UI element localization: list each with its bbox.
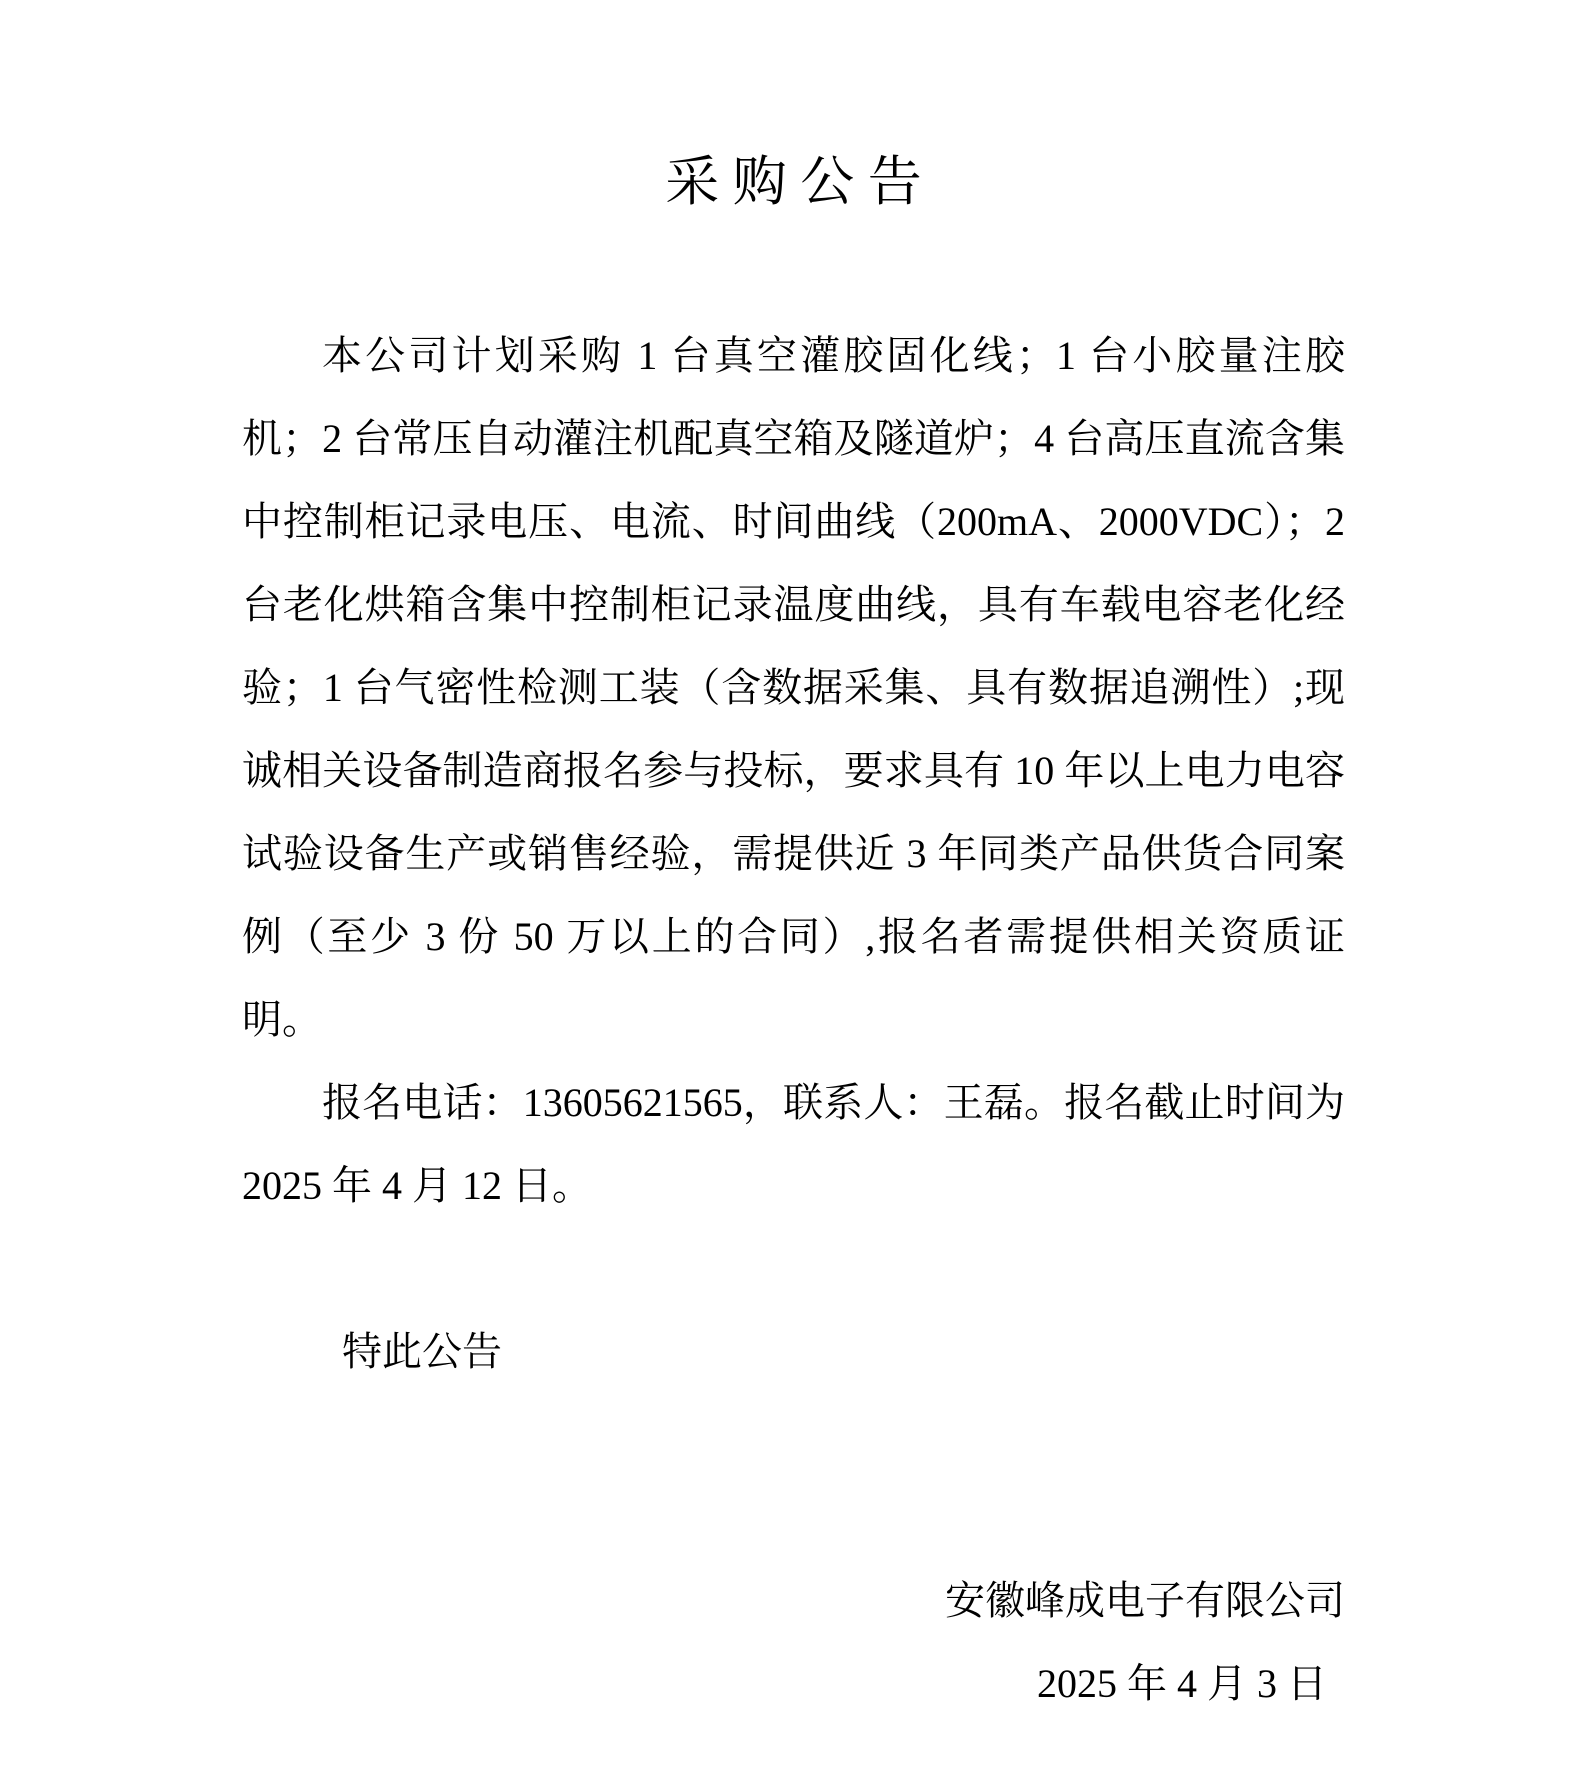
company-name: 安徽峰成电子有限公司 xyxy=(945,1578,1345,1623)
signature-date: 2025 年 4 月 3 日 xyxy=(1037,1661,1327,1706)
body-paragraph-2: 报名电话：13605621565，联系人：王磊。报名截止时间为 2025 年 4 月 12 日。 xyxy=(242,1080,1345,1208)
closing-statement: 特此公告 xyxy=(342,1329,502,1374)
signature-block xyxy=(242,1559,1345,1725)
document-body xyxy=(242,314,1345,1227)
page-title: 采 购 公 告 xyxy=(665,152,922,212)
body-paragraph-1: 本公司计划采购 1 台真空灌胶固化线；1 台小胶量注胶机；2 台常压自动灌注机配真空箱及隧道炉；4 台高压直流含集中控制柜记录电压、电流、时间曲线（200mA、2000VDC）；2 台老化烘箱含集中控制柜记录温度曲线，具有车载电容老化经验；1 台气密性检测工装（含数据采集、具有数据追溯性）;现诚相关设备制造商报名参与投标，要求具有 10 年以上电力电容试验设备生产或销售经验，需提供近 3 年同类产品供货合同案例（至少 3 份 50 万以上的合同）,报名者需提供相关资质证明。 xyxy=(242,333,1345,1042)
